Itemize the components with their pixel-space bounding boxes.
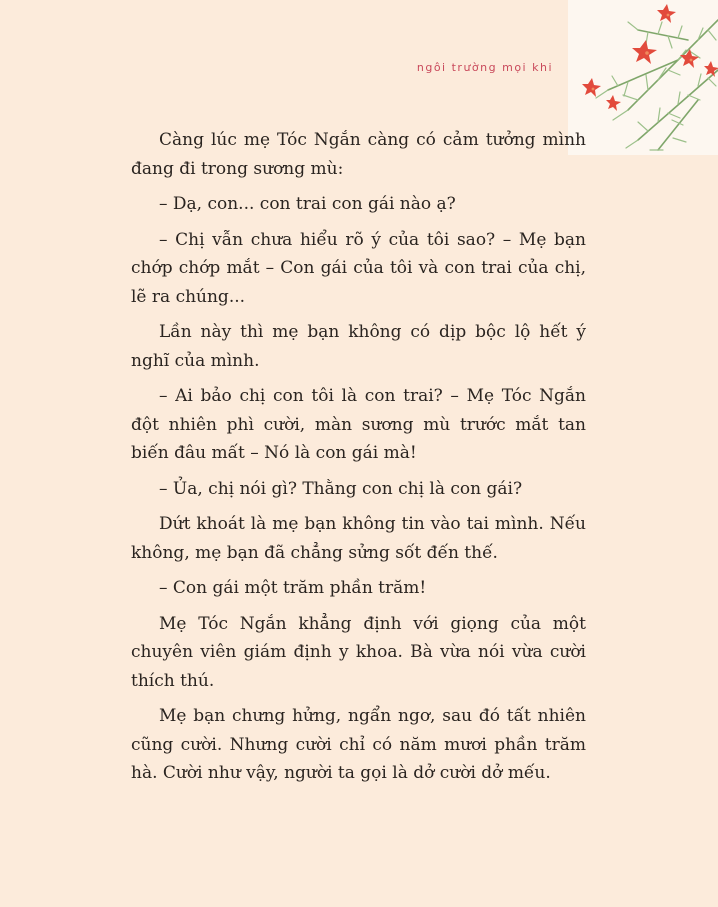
running-header: ngôi trường mọi khi <box>416 61 553 74</box>
flower-branch-illustration <box>568 0 718 155</box>
paragraph: – Dạ, con... con trai con gái nào ạ? <box>159 194 456 214</box>
paragraph: – Ủa, chị nói gì? Thằng con chị là con gái? <box>159 478 523 499</box>
paragraph: – Chị vẫn chưa hiểu rõ ý của tôi sao? – Mẹ bạn chớp chớp mắt – Con gái của tôi và con trai của chị, lẽ ra chúng... <box>131 229 586 307</box>
paragraph: Lần này thì mẹ bạn không có dịp bộc lộ hết ý nghĩ của mình. <box>131 322 586 371</box>
paragraph: Càng lúc mẹ Tóc Ngắn càng có cảm tưởng mình đang đi trong sương mù: <box>131 130 586 179</box>
paragraph: – Con gái một trăm phần trăm! <box>159 578 427 598</box>
paragraph: Dứt khoát là mẹ bạn không tin vào tai mình. Nếu không, mẹ bạn đã chẳng sửng sốt đến thế. <box>131 514 586 563</box>
red-flower-branch-icon <box>568 0 718 155</box>
paragraph: – Ai bảo chị con tôi là con trai? – Mẹ Tóc Ngắn đột nhiên phì cười, màn sương mù trước mắt tan biến đâu mất – Nó là con gái mà! <box>131 386 586 463</box>
main-text-block <box>131 126 586 795</box>
paragraph: Mẹ Tóc Ngắn khẳng định với giọng của một chuyên viên giám định y khoa. Bà vừa nói vừa cười thích thú. <box>131 613 586 691</box>
paragraph: Mẹ bạn chưng hửng, ngẩn ngơ, sau đó tất nhiên cũng cười. Nhưng cười chỉ có năm mươi phần trăm hà. Cười như vậy, người ta gọi là dở cười dở mếu. <box>131 706 586 783</box>
